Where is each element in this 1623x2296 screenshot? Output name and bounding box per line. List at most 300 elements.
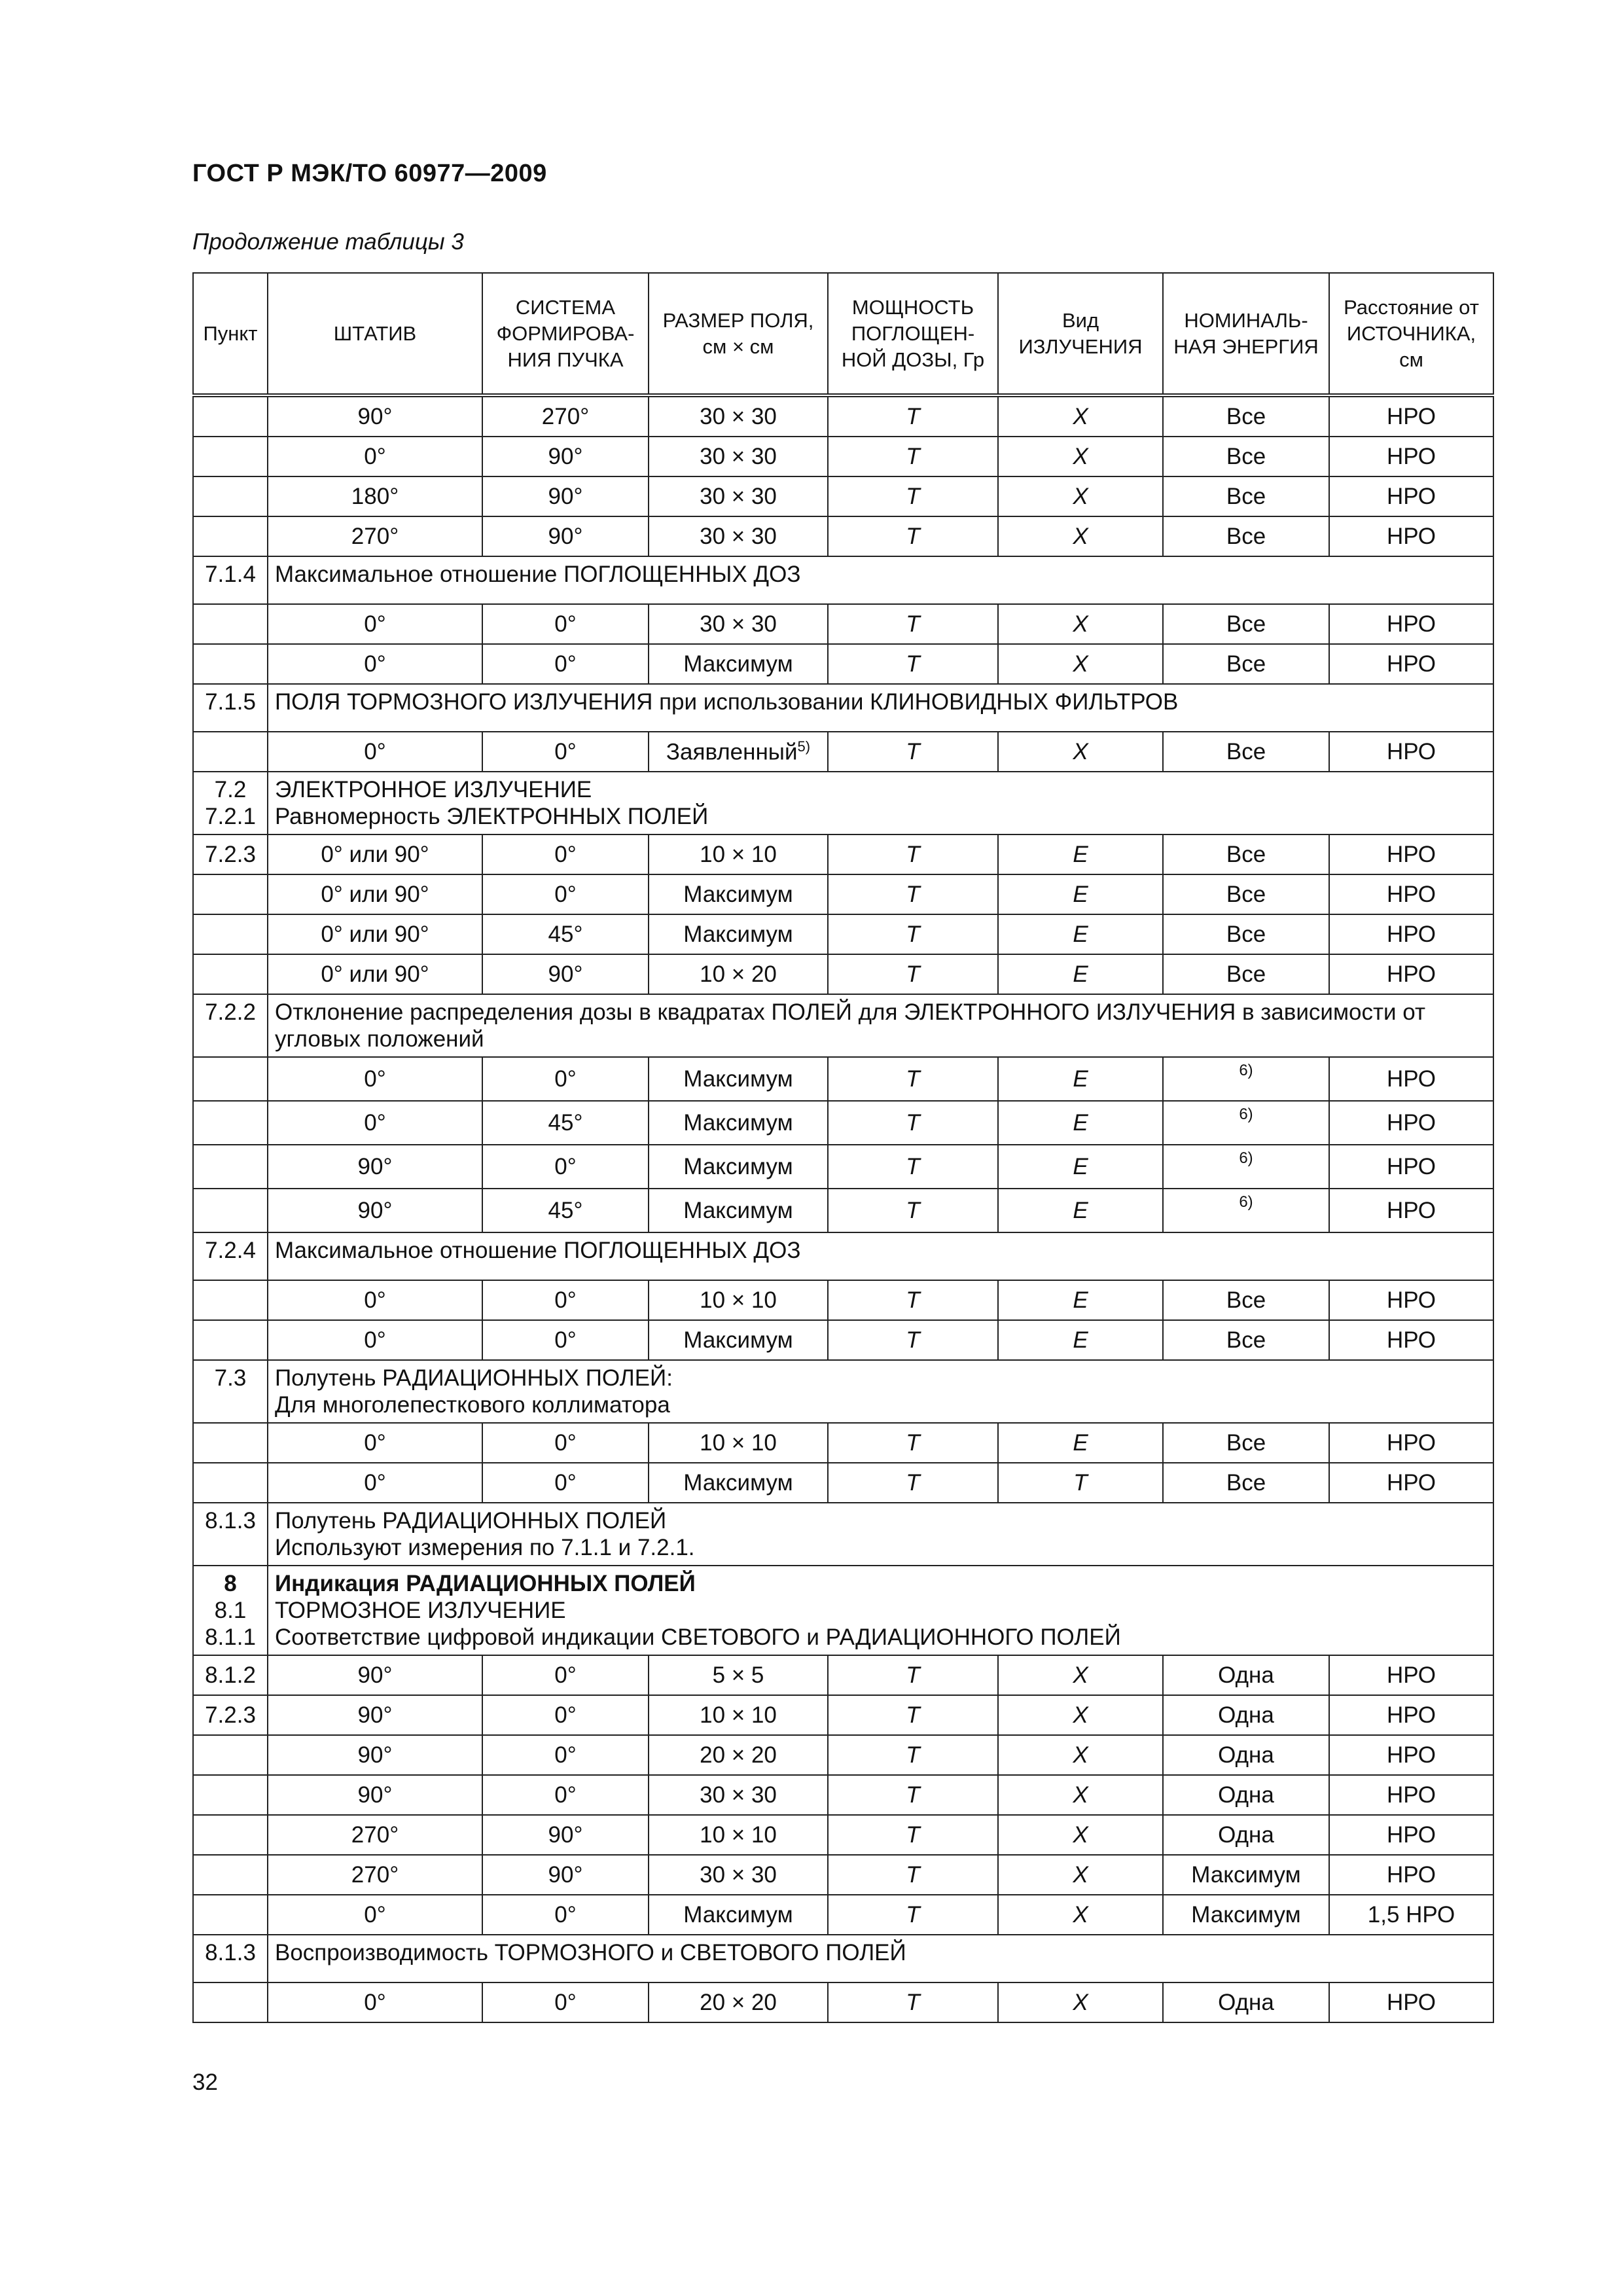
item-cell — [193, 1815, 268, 1855]
collimator-cell: 0° — [482, 1895, 649, 1935]
gantry-cell: 90° — [268, 1145, 482, 1189]
gantry-cell: 180° — [268, 476, 482, 516]
gantry-cell: 0° или 90° — [268, 874, 482, 914]
table-row — [193, 1775, 1493, 1815]
item-cell: 8.1.2 — [193, 1655, 268, 1695]
distance-cell: НРО — [1329, 1655, 1493, 1695]
table-row — [193, 395, 1493, 437]
section-title-cell — [268, 556, 1493, 604]
item-number-cell — [193, 994, 268, 1057]
dose-rate-cell: T — [828, 1320, 998, 1360]
collimator-cell: 0° — [482, 1280, 649, 1320]
energy-cell: 6) — [1163, 1145, 1329, 1189]
table-row — [193, 1463, 1493, 1503]
table-row — [193, 1735, 1493, 1775]
energy-cell: Все — [1163, 732, 1329, 772]
section-title-line: ТОРМОЗНОЕ ИЗЛУЧЕНИЕ — [275, 1598, 566, 1623]
field-size-cell: Максимум — [649, 914, 828, 954]
collimator-cell: 0° — [482, 1735, 649, 1775]
radiation-type-cell: E — [998, 1189, 1163, 1232]
distance-cell: 1,5 НРО — [1329, 1895, 1493, 1935]
table-body — [193, 395, 1493, 2022]
energy-cell: Все — [1163, 834, 1329, 874]
radiation-type-cell: X — [998, 516, 1163, 556]
radiation-type-cell: X — [998, 604, 1163, 644]
table-row — [193, 1423, 1493, 1463]
distance-cell: НРО — [1329, 1320, 1493, 1360]
gantry-cell: 0° — [268, 1895, 482, 1935]
table-row — [193, 516, 1493, 556]
item-number-line: 8 — [224, 1571, 237, 1596]
radiation-type-cell: E — [998, 1057, 1163, 1101]
radiation-type-cell: X — [998, 1775, 1163, 1815]
item-cell — [193, 476, 268, 516]
gantry-cell: 0° — [268, 604, 482, 644]
radiation-type-cell: X — [998, 1735, 1163, 1775]
item-cell — [193, 1895, 268, 1935]
item-number-line: 8.1.1 — [205, 1624, 256, 1650]
data-table — [192, 272, 1494, 2023]
collimator-cell: 0° — [482, 644, 649, 684]
distance-cell: НРО — [1329, 732, 1493, 772]
gantry-cell: 0° — [268, 732, 482, 772]
table-header — [193, 273, 1493, 395]
item-cell — [193, 395, 268, 437]
item-number-cell — [193, 1232, 268, 1280]
radiation-type-cell: X — [998, 1895, 1163, 1935]
distance-cell: НРО — [1329, 1695, 1493, 1735]
item-number-line: 7.2.1 — [205, 804, 256, 829]
dose-rate-cell: T — [828, 516, 998, 556]
item-cell — [193, 437, 268, 476]
item-cell — [193, 604, 268, 644]
field-size-cell: 20 × 20 — [649, 1735, 828, 1775]
collimator-cell: 0° — [482, 1655, 649, 1695]
field-size-cell: 30 × 30 — [649, 395, 828, 437]
table-row — [193, 1982, 1493, 2022]
table-section-row — [193, 1232, 1493, 1280]
item-cell — [193, 1463, 268, 1503]
gantry-cell: 0° — [268, 1423, 482, 1463]
table-section-row — [193, 772, 1493, 834]
energy-cell: Максимум — [1163, 1895, 1329, 1935]
item-cell — [193, 874, 268, 914]
dose-rate-cell: T — [828, 1057, 998, 1101]
item-cell — [193, 1423, 268, 1463]
section-title-cell — [268, 1935, 1493, 1982]
distance-cell: НРО — [1329, 874, 1493, 914]
section-title-cell — [268, 684, 1493, 732]
item-cell — [193, 732, 268, 772]
table-section-row — [193, 684, 1493, 732]
distance-cell: НРО — [1329, 1101, 1493, 1145]
field-size-cell: 10 × 10 — [649, 1815, 828, 1855]
gantry-cell: 0° — [268, 1057, 482, 1101]
energy-cell: Одна — [1163, 1695, 1329, 1735]
energy-cell: 6) — [1163, 1057, 1329, 1101]
dose-rate-cell: T — [828, 834, 998, 874]
energy-cell: Все — [1163, 395, 1329, 437]
energy-cell: Все — [1163, 437, 1329, 476]
item-number-line: 8.1.3 — [205, 1940, 256, 1965]
collimator-cell: 0° — [482, 1423, 649, 1463]
distance-cell: НРО — [1329, 1423, 1493, 1463]
table-row — [193, 954, 1493, 994]
dose-rate-cell: T — [828, 1815, 998, 1855]
gantry-cell: 90° — [268, 395, 482, 437]
section-title-line: ЭЛЕКТРОННОЕ ИЗЛУЧЕНИЕ — [275, 777, 592, 802]
energy-cell: Одна — [1163, 1982, 1329, 2022]
table-row — [193, 437, 1493, 476]
field-size-cell: 20 × 20 — [649, 1982, 828, 2022]
gantry-cell: 90° — [268, 1655, 482, 1695]
item-number-cell — [193, 556, 268, 604]
radiation-type-cell: X — [998, 1855, 1163, 1895]
field-size-cell — [649, 732, 828, 772]
collimator-cell: 0° — [482, 834, 649, 874]
radiation-type-cell: X — [998, 1982, 1163, 2022]
field-size-cell: Максимум — [649, 1145, 828, 1189]
table-row — [193, 1145, 1493, 1189]
radiation-type-cell: E — [998, 834, 1163, 874]
distance-cell: НРО — [1329, 1463, 1493, 1503]
distance-cell: НРО — [1329, 1815, 1493, 1855]
section-title-line: Отклонение распределения дозы в квадратах ПОЛЕЙ для ЭЛЕКТРОННОГО ИЗЛУЧЕНИЯ в зависимости от угловых положений — [275, 999, 1426, 1052]
radiation-type-cell: X — [998, 437, 1163, 476]
item-number-line: 7.2.4 — [205, 1238, 256, 1263]
energy-cell: Одна — [1163, 1735, 1329, 1775]
item-cell — [193, 1145, 268, 1189]
gantry-cell: 0° или 90° — [268, 834, 482, 874]
energy-cell: Все — [1163, 604, 1329, 644]
dose-rate-cell: T — [828, 1855, 998, 1895]
collimator-cell: 0° — [482, 1695, 649, 1735]
distance-cell: НРО — [1329, 644, 1493, 684]
collimator-cell: 0° — [482, 1145, 649, 1189]
radiation-type-cell: X — [998, 476, 1163, 516]
item-number-cell — [193, 684, 268, 732]
column-header-radiation-type: Вид ИЗЛУЧЕНИЯ — [998, 273, 1163, 395]
section-title-line: Индикация РАДИАЦИОННЫХ ПОЛЕЙ — [275, 1571, 696, 1596]
distance-cell: НРО — [1329, 1735, 1493, 1775]
gantry-cell: 0° — [268, 1463, 482, 1503]
energy-cell: Одна — [1163, 1655, 1329, 1695]
item-number-cell — [193, 1360, 268, 1423]
section-title-line: Для многолепесткового коллиматора — [275, 1392, 670, 1418]
dose-rate-cell: T — [828, 954, 998, 994]
field-size-cell: 30 × 30 — [649, 1775, 828, 1815]
radiation-type-cell: E — [998, 1145, 1163, 1189]
gantry-cell: 0° или 90° — [268, 954, 482, 994]
collimator-cell: 0° — [482, 874, 649, 914]
table-row — [193, 1895, 1493, 1935]
item-number-line: 7.2.2 — [205, 999, 256, 1025]
item-cell — [193, 1775, 268, 1815]
field-size-cell: Максимум — [649, 1320, 828, 1360]
dose-rate-cell: T — [828, 732, 998, 772]
item-number-cell — [193, 772, 268, 834]
radiation-type-cell: E — [998, 1320, 1163, 1360]
radiation-type-cell: E — [998, 914, 1163, 954]
gantry-cell: 0° — [268, 1101, 482, 1145]
collimator-cell: 270° — [482, 395, 649, 437]
gantry-cell: 270° — [268, 1815, 482, 1855]
item-number-line: 7.1.4 — [205, 562, 256, 587]
field-size-cell: Максимум — [649, 1189, 828, 1232]
gantry-cell: 90° — [268, 1695, 482, 1735]
gantry-cell: 0° — [268, 1280, 482, 1320]
energy-cell: Одна — [1163, 1775, 1329, 1815]
distance-cell: НРО — [1329, 1855, 1493, 1895]
collimator-cell: 90° — [482, 1855, 649, 1895]
dose-rate-cell: T — [828, 1895, 998, 1935]
section-title-line: Максимальное отношение ПОГЛОЩЕННЫХ ДОЗ — [275, 562, 801, 587]
item-number-cell — [193, 1566, 268, 1655]
radiation-type-cell: E — [998, 1101, 1163, 1145]
item-cell — [193, 1735, 268, 1775]
energy-cell: Все — [1163, 1423, 1329, 1463]
radiation-type-cell: X — [998, 644, 1163, 684]
column-header-dose-rate: МОЩНОСТЬ ПОГЛОЩЕН-НОЙ ДОЗЫ, Гр — [828, 273, 998, 395]
dose-rate-cell: T — [828, 1189, 998, 1232]
section-title-line: Соответствие цифровой индикации СВЕТОВОГО и РАДИАЦИОННОГО ПОЛЕЙ — [275, 1624, 1121, 1650]
item-cell — [193, 1982, 268, 2022]
section-title-cell — [268, 1566, 1493, 1655]
field-size-cell: Максимум — [649, 644, 828, 684]
distance-cell: НРО — [1329, 1775, 1493, 1815]
dose-rate-cell: T — [828, 1982, 998, 2022]
energy-cell: Все — [1163, 954, 1329, 994]
field-size-cell: 5 × 5 — [649, 1655, 828, 1695]
item-cell — [193, 1057, 268, 1101]
field-size-text: Заявленный — [666, 739, 798, 765]
table-row — [193, 476, 1493, 516]
section-title-line: Максимальное отношение ПОГЛОЩЕННЫХ ДОЗ — [275, 1238, 801, 1263]
dose-rate-cell: T — [828, 874, 998, 914]
collimator-cell: 90° — [482, 954, 649, 994]
collimator-cell: 90° — [482, 516, 649, 556]
gantry-cell: 270° — [268, 516, 482, 556]
page-number: 32 — [192, 2070, 218, 2095]
section-title-cell — [268, 1232, 1493, 1280]
item-number-line: 8.1 — [214, 1598, 247, 1623]
item-number-line: 7.1.5 — [205, 689, 256, 715]
gantry-cell: 0° или 90° — [268, 914, 482, 954]
field-size-cell: 30 × 30 — [649, 604, 828, 644]
table-row — [193, 1189, 1493, 1232]
item-cell — [193, 1280, 268, 1320]
collimator-cell: 90° — [482, 476, 649, 516]
collimator-cell: 45° — [482, 1189, 649, 1232]
table-section-row — [193, 1503, 1493, 1566]
dose-rate-cell: T — [828, 1423, 998, 1463]
item-cell — [193, 516, 268, 556]
energy-cell: Максимум — [1163, 1855, 1329, 1895]
item-number-cell — [193, 1935, 268, 1982]
field-size-cell: Максимум — [649, 1101, 828, 1145]
field-size-cell: 10 × 10 — [649, 834, 828, 874]
item-number-line: 8.1.3 — [205, 1508, 256, 1534]
section-title-cell — [268, 1503, 1493, 1566]
field-size-cell: 10 × 10 — [649, 1695, 828, 1735]
item-cell — [193, 954, 268, 994]
energy-cell: Все — [1163, 914, 1329, 954]
collimator-cell: 45° — [482, 914, 649, 954]
energy-cell: 6) — [1163, 1189, 1329, 1232]
field-size-cell: 30 × 30 — [649, 1855, 828, 1895]
distance-cell: НРО — [1329, 914, 1493, 954]
radiation-type-cell: X — [998, 395, 1163, 437]
radiation-type-cell: E — [998, 954, 1163, 994]
item-cell — [193, 1189, 268, 1232]
field-size-cell: 30 × 30 — [649, 437, 828, 476]
item-cell — [193, 644, 268, 684]
collimator-cell: 0° — [482, 732, 649, 772]
table-row — [193, 1815, 1493, 1855]
table-row — [193, 1320, 1493, 1360]
dose-rate-cell: T — [828, 476, 998, 516]
table-section-row — [193, 1935, 1493, 1982]
section-title-line: Равномерность ЭЛЕКТРОННЫХ ПОЛЕЙ — [275, 804, 709, 829]
column-header-item: Пункт — [193, 273, 268, 395]
gantry-cell: 0° — [268, 437, 482, 476]
field-size-cell: Максимум — [649, 1057, 828, 1101]
table-section-row — [193, 994, 1493, 1057]
energy-cell: Все — [1163, 644, 1329, 684]
energy-cell: Все — [1163, 874, 1329, 914]
distance-cell: НРО — [1329, 437, 1493, 476]
item-number-line: 7.2 — [214, 777, 247, 802]
gantry-cell: 0° — [268, 1320, 482, 1360]
gantry-cell: 90° — [268, 1735, 482, 1775]
distance-cell: НРО — [1329, 1145, 1493, 1189]
distance-cell: НРО — [1329, 395, 1493, 437]
dose-rate-cell: T — [828, 914, 998, 954]
table-row — [193, 1655, 1493, 1695]
field-size-cell: Максимум — [649, 874, 828, 914]
field-size-cell: 30 × 30 — [649, 476, 828, 516]
section-title-line: Используют измерения по 7.1.1 и 7.2.1. — [275, 1535, 695, 1560]
section-title-line: Воспроизводимость ТОРМОЗНОГО и СВЕТОВОГО ПОЛЕЙ — [275, 1940, 906, 1965]
column-header-field-size: РАЗМЕР ПОЛЯ, см × см — [649, 273, 828, 395]
field-size-cell: 10 × 10 — [649, 1280, 828, 1320]
table-caption: Продолжение таблицы 3 — [192, 229, 464, 255]
table-row — [193, 1101, 1493, 1145]
field-size-cell: Максимум — [649, 1895, 828, 1935]
dose-rate-cell: T — [828, 644, 998, 684]
gantry-cell: 90° — [268, 1775, 482, 1815]
item-cell — [193, 1855, 268, 1895]
field-size-cell: 30 × 30 — [649, 516, 828, 556]
gantry-cell: 0° — [268, 1982, 482, 2022]
collimator-cell: 45° — [482, 1101, 649, 1145]
radiation-type-cell: X — [998, 1695, 1163, 1735]
energy-cell: 6) — [1163, 1101, 1329, 1145]
gantry-cell: 270° — [268, 1855, 482, 1895]
column-header-distance: Расстояние от ИСТОЧНИКА, см — [1329, 273, 1493, 395]
column-header-gantry: ШТАТИВ — [268, 273, 482, 395]
field-size-cell: 10 × 10 — [649, 1423, 828, 1463]
radiation-type-cell: T — [998, 1463, 1163, 1503]
energy-cell: Все — [1163, 516, 1329, 556]
section-title-line: Полутень РАДИАЦИОННЫХ ПОЛЕЙ — [275, 1508, 667, 1534]
collimator-cell: 0° — [482, 604, 649, 644]
table-row — [193, 1280, 1493, 1320]
collimator-cell: 90° — [482, 437, 649, 476]
table-row — [193, 1057, 1493, 1101]
radiation-type-cell: E — [998, 874, 1163, 914]
item-cell: 7.2.3 — [193, 834, 268, 874]
table-row — [193, 732, 1493, 772]
dose-rate-cell: T — [828, 1145, 998, 1189]
item-number-line: 7.3 — [214, 1365, 247, 1391]
field-size-cell: Максимум — [649, 1463, 828, 1503]
distance-cell: НРО — [1329, 1189, 1493, 1232]
dose-rate-cell: T — [828, 1280, 998, 1320]
table-row — [193, 834, 1493, 874]
dose-rate-cell: T — [828, 1463, 998, 1503]
distance-cell: НРО — [1329, 834, 1493, 874]
collimator-cell: 90° — [482, 1815, 649, 1855]
gantry-cell: 90° — [268, 1189, 482, 1232]
section-title-cell — [268, 772, 1493, 834]
dose-rate-cell: T — [828, 1775, 998, 1815]
dose-rate-cell: T — [828, 395, 998, 437]
radiation-type-cell: E — [998, 1280, 1163, 1320]
distance-cell: НРО — [1329, 1982, 1493, 2022]
distance-cell: НРО — [1329, 604, 1493, 644]
distance-cell: НРО — [1329, 1280, 1493, 1320]
radiation-type-cell: X — [998, 1655, 1163, 1695]
radiation-type-cell: X — [998, 1815, 1163, 1855]
energy-cell: Все — [1163, 1280, 1329, 1320]
item-cell — [193, 1101, 268, 1145]
dose-rate-cell: T — [828, 1101, 998, 1145]
collimator-cell: 0° — [482, 1057, 649, 1101]
energy-cell: Все — [1163, 1320, 1329, 1360]
item-number-cell — [193, 1503, 268, 1566]
radiation-type-cell: X — [998, 732, 1163, 772]
item-cell: 7.2.3 — [193, 1695, 268, 1735]
footnote-mark: 5) — [797, 738, 811, 755]
table-row — [193, 604, 1493, 644]
distance-cell: НРО — [1329, 954, 1493, 994]
table-row — [193, 644, 1493, 684]
table-row — [193, 1855, 1493, 1895]
table-row — [193, 1695, 1493, 1735]
dose-rate-cell: T — [828, 1735, 998, 1775]
column-header-nominal-energy: НОМИНАЛЬ-НАЯ ЭНЕРГИЯ — [1163, 273, 1329, 395]
distance-cell: НРО — [1329, 516, 1493, 556]
table-row — [193, 874, 1493, 914]
energy-cell: Все — [1163, 476, 1329, 516]
table-row — [193, 914, 1493, 954]
radiation-type-cell: E — [998, 1423, 1163, 1463]
collimator-cell: 0° — [482, 1982, 649, 2022]
energy-cell: Одна — [1163, 1815, 1329, 1855]
section-title-cell — [268, 1360, 1493, 1423]
collimator-cell: 0° — [482, 1320, 649, 1360]
item-cell — [193, 1320, 268, 1360]
table-section-row — [193, 1360, 1493, 1423]
dose-rate-cell: T — [828, 1655, 998, 1695]
distance-cell: НРО — [1329, 1057, 1493, 1101]
section-title-cell — [268, 994, 1493, 1057]
collimator-cell: 0° — [482, 1775, 649, 1815]
section-title-line: ПОЛЯ ТОРМОЗНОГО ИЗЛУЧЕНИЯ при использовании КЛИНОВИДНЫХ ФИЛЬТРОВ — [275, 689, 1179, 715]
collimator-cell: 0° — [482, 1463, 649, 1503]
section-title-line: Полутень РАДИАЦИОННЫХ ПОЛЕЙ: — [275, 1365, 673, 1391]
